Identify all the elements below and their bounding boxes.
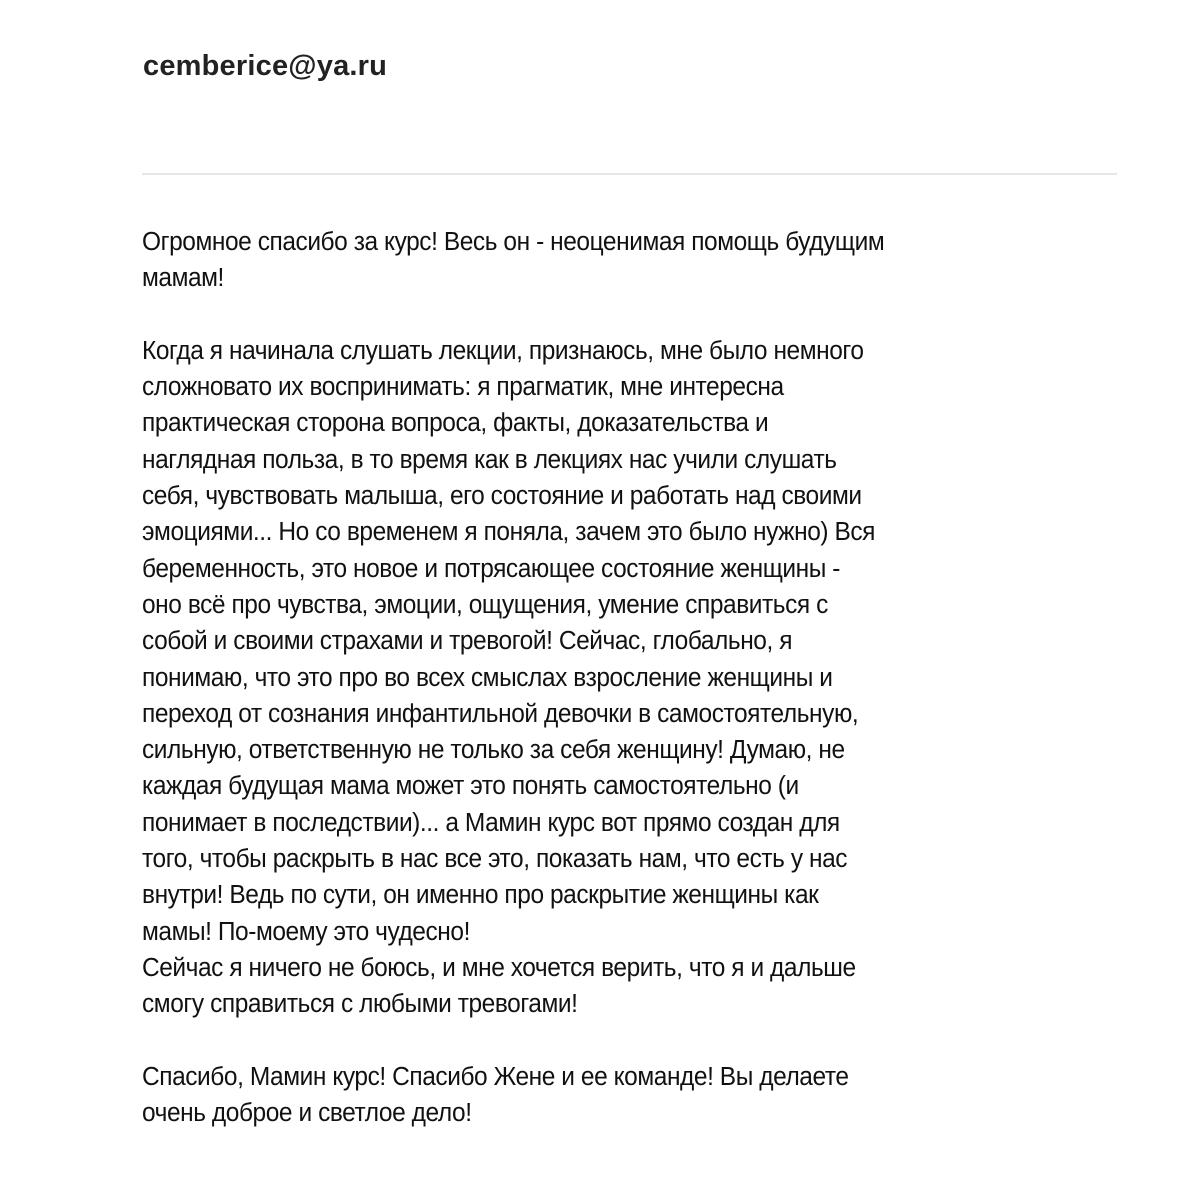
message-line: мамы! По-моему это чудесно!	[142, 917, 470, 946]
message-line: беременность, это новое и потрясающее состояние женщины -	[142, 554, 840, 583]
message-line: мамам!	[142, 264, 224, 293]
message-line: Огромное спасибо за курс! Весь он - неоценимая помощь будущим	[142, 228, 885, 256]
divider	[142, 173, 1117, 175]
message-line: каждая будущая мама может это понять самостоятельно (и	[142, 772, 799, 801]
message-line: внутри! Ведь по сути, он именно про раскрытие женщины как	[142, 881, 819, 910]
message-paragraph-main	[142, 333, 1102, 1023]
message-line: собой и своими страхами и тревогой! Сейчас, глобально, я	[142, 627, 793, 656]
message-line: практическая сторона вопроса, факты, доказательства и	[142, 409, 769, 438]
message-line: сложновато их воспринимать: я прагматик, мне интересна	[142, 373, 784, 402]
message-body	[142, 224, 1102, 1131]
message-line: переход от сознания инфантильной девочки в самостоятельную,	[142, 699, 859, 728]
message-line: себя, чувствовать малыша, его состояние и работать над своими	[142, 482, 862, 511]
message-line: очень доброе и светлое дело!	[142, 1099, 472, 1128]
message-line: того, чтобы раскрыть в нас все это, показать нам, что есть у нас	[142, 845, 848, 874]
message-line: сильную, ответственную не только за себя женщину! Думаю, не	[142, 736, 845, 765]
sender-email: cemberice@ya.ru	[143, 50, 388, 82]
message-paragraph-intro	[142, 224, 1102, 297]
message-line: наглядная польза, в то время как в лекциях нас учили слушать	[142, 445, 837, 474]
message-line: понимаю, что это про во всех смыслах взросление женщины и	[142, 663, 833, 692]
message-line: понимает в последствии)... а Мамин курс вот прямо создан для	[142, 808, 840, 837]
message-line: Спасибо, Мамин курс! Спасибо Жене и ее команде! Вы делаете	[142, 1062, 849, 1091]
message-line: смогу справиться с любыми тревогами!	[142, 990, 578, 1019]
message-line: оно всё про чувства, эмоции, ощущения, умение справиться с	[142, 590, 828, 619]
message-line: Когда я начинала слушать лекции, признаюсь, мне было немного	[142, 336, 864, 365]
message-line: эмоциями... Но со временем я поняла, зачем это было нужно) Вся	[142, 518, 876, 547]
message-line: Сейчас я ничего не боюсь, и мне хочется верить, что я и дальше	[142, 953, 856, 982]
message-paragraph-closing	[142, 1059, 1102, 1132]
